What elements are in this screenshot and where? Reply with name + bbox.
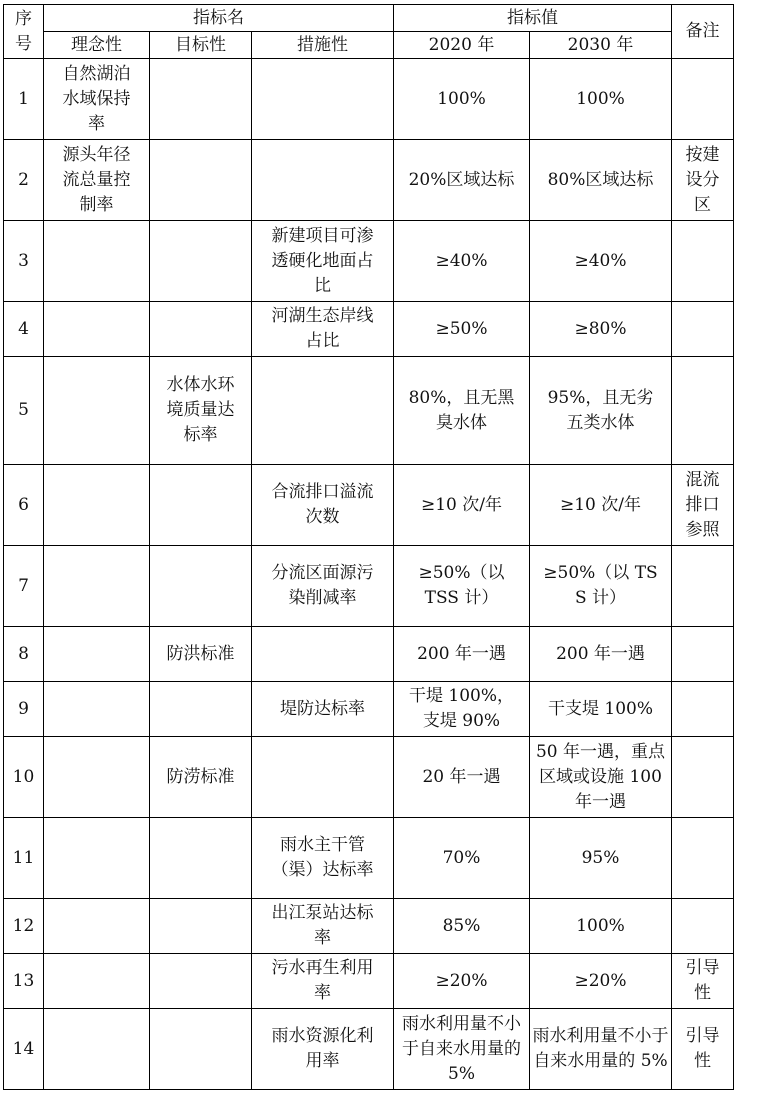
table-row bbox=[4, 59, 734, 140]
header-row-sub bbox=[4, 32, 734, 59]
cell-value-2020: ≥10 次/年 bbox=[394, 465, 530, 546]
cell-seq: 4 bbox=[4, 302, 44, 357]
cell-value-2020: ≥40% bbox=[394, 221, 530, 302]
table-row bbox=[4, 954, 734, 1009]
cell-seq: 11 bbox=[4, 818, 44, 899]
cell-target bbox=[150, 546, 252, 627]
table-row bbox=[4, 818, 734, 899]
cell-target bbox=[150, 140, 252, 221]
cell-target bbox=[150, 465, 252, 546]
cell-note: 按建设分区 bbox=[672, 140, 734, 221]
cell-value-2030: 干支堤 100% bbox=[530, 682, 672, 737]
cell-target bbox=[150, 682, 252, 737]
cell-concept: 源头年径流总量控制率 bbox=[44, 140, 150, 221]
cell-value-2030: ≥50%（以 TSS 计） bbox=[530, 546, 672, 627]
header-seq: 序号 bbox=[4, 5, 44, 59]
cell-seq: 14 bbox=[4, 1009, 44, 1090]
cell-value-2020: 20 年一遇 bbox=[394, 737, 530, 818]
cell-note bbox=[672, 302, 734, 357]
cell-note bbox=[672, 899, 734, 954]
cell-note bbox=[672, 221, 734, 302]
cell-measure: 合流排口溢流次数 bbox=[252, 465, 394, 546]
table-row bbox=[4, 357, 734, 465]
cell-concept bbox=[44, 954, 150, 1009]
header-year-2020: 2020 年 bbox=[394, 32, 530, 59]
cell-value-2020: ≥50%（以 TSS 计） bbox=[394, 546, 530, 627]
cell-value-2020: 85% bbox=[394, 899, 530, 954]
cell-note bbox=[672, 737, 734, 818]
cell-value-2020: 干堤 100%，支堤 90% bbox=[394, 682, 530, 737]
cell-value-2020: ≥20% bbox=[394, 954, 530, 1009]
cell-value-2030: ≥20% bbox=[530, 954, 672, 1009]
header-concept: 理念性 bbox=[44, 32, 150, 59]
header-indicator-value: 指标值 bbox=[394, 5, 672, 32]
cell-measure bbox=[252, 357, 394, 465]
cell-value-2030: 100% bbox=[530, 899, 672, 954]
table-row bbox=[4, 546, 734, 627]
cell-note bbox=[672, 59, 734, 140]
cell-measure: 雨水资源化利用率 bbox=[252, 1009, 394, 1090]
cell-value-2030: 200 年一遇 bbox=[530, 627, 672, 682]
cell-target: 防涝标准 bbox=[150, 737, 252, 818]
cell-seq: 10 bbox=[4, 737, 44, 818]
cell-value-2030: 95%，且无劣五类水体 bbox=[530, 357, 672, 465]
cell-seq: 6 bbox=[4, 465, 44, 546]
table-row bbox=[4, 302, 734, 357]
cell-measure bbox=[252, 59, 394, 140]
cell-concept bbox=[44, 1009, 150, 1090]
table-row bbox=[4, 221, 734, 302]
cell-concept bbox=[44, 627, 150, 682]
cell-measure: 堤防达标率 bbox=[252, 682, 394, 737]
cell-seq: 5 bbox=[4, 357, 44, 465]
cell-seq: 12 bbox=[4, 899, 44, 954]
table-row bbox=[4, 737, 734, 818]
cell-concept bbox=[44, 737, 150, 818]
cell-note bbox=[672, 627, 734, 682]
cell-note bbox=[672, 818, 734, 899]
cell-value-2020: 70% bbox=[394, 818, 530, 899]
cell-concept bbox=[44, 546, 150, 627]
cell-target: 防洪标准 bbox=[150, 627, 252, 682]
cell-value-2020: 80%，且无黑臭水体 bbox=[394, 357, 530, 465]
cell-note bbox=[672, 682, 734, 737]
indicator-table bbox=[3, 4, 734, 1090]
cell-note bbox=[672, 357, 734, 465]
cell-value-2020: ≥50% bbox=[394, 302, 530, 357]
cell-measure: 新建项目可渗透硬化地面占比 bbox=[252, 221, 394, 302]
cell-target bbox=[150, 899, 252, 954]
cell-concept bbox=[44, 302, 150, 357]
cell-measure bbox=[252, 737, 394, 818]
cell-concept bbox=[44, 899, 150, 954]
cell-measure bbox=[252, 627, 394, 682]
cell-seq: 3 bbox=[4, 221, 44, 302]
cell-concept bbox=[44, 357, 150, 465]
cell-measure: 出江泵站达标率 bbox=[252, 899, 394, 954]
cell-target bbox=[150, 1009, 252, 1090]
table-row bbox=[4, 1009, 734, 1090]
cell-value-2030: 100% bbox=[530, 59, 672, 140]
cell-measure: 河湖生态岸线占比 bbox=[252, 302, 394, 357]
cell-concept: 自然湖泊水域保持率 bbox=[44, 59, 150, 140]
cell-value-2030: ≥40% bbox=[530, 221, 672, 302]
cell-measure: 雨水主干管（渠）达标率 bbox=[252, 818, 394, 899]
cell-value-2020: 100% bbox=[394, 59, 530, 140]
cell-target bbox=[150, 818, 252, 899]
table-row bbox=[4, 682, 734, 737]
header-year-2030: 2030 年 bbox=[530, 32, 672, 59]
cell-seq: 2 bbox=[4, 140, 44, 221]
table-row bbox=[4, 899, 734, 954]
cell-target bbox=[150, 221, 252, 302]
cell-seq: 1 bbox=[4, 59, 44, 140]
header-row-top bbox=[4, 5, 734, 32]
cell-target bbox=[150, 59, 252, 140]
table-row bbox=[4, 140, 734, 221]
cell-target bbox=[150, 302, 252, 357]
cell-measure bbox=[252, 140, 394, 221]
cell-measure: 分流区面源污染削减率 bbox=[252, 546, 394, 627]
cell-note: 引导性 bbox=[672, 1009, 734, 1090]
cell-concept bbox=[44, 682, 150, 737]
cell-value-2020: 20%区域达标 bbox=[394, 140, 530, 221]
cell-target bbox=[150, 954, 252, 1009]
cell-concept bbox=[44, 221, 150, 302]
cell-note: 引导性 bbox=[672, 954, 734, 1009]
cell-value-2030: ≥10 次/年 bbox=[530, 465, 672, 546]
cell-seq: 7 bbox=[4, 546, 44, 627]
cell-note bbox=[672, 546, 734, 627]
cell-value-2020: 雨水利用量不小于自来水用量的 5% bbox=[394, 1009, 530, 1090]
cell-value-2030: 50 年一遇，重点区域或设施 100 年一遇 bbox=[530, 737, 672, 818]
table-row bbox=[4, 465, 734, 546]
cell-value-2030: 80%区域达标 bbox=[530, 140, 672, 221]
cell-value-2020: 200 年一遇 bbox=[394, 627, 530, 682]
cell-value-2030: 95% bbox=[530, 818, 672, 899]
header-indicator-name: 指标名 bbox=[44, 5, 394, 32]
cell-seq: 13 bbox=[4, 954, 44, 1009]
cell-concept bbox=[44, 465, 150, 546]
header-remarks: 备注 bbox=[672, 5, 734, 59]
table-row bbox=[4, 627, 734, 682]
header-measure: 措施性 bbox=[252, 32, 394, 59]
header-target: 目标性 bbox=[150, 32, 252, 59]
cell-value-2030: ≥80% bbox=[530, 302, 672, 357]
cell-value-2030: 雨水利用量不小于自来水用量的 5% bbox=[530, 1009, 672, 1090]
cell-seq: 9 bbox=[4, 682, 44, 737]
cell-measure: 污水再生利用率 bbox=[252, 954, 394, 1009]
cell-concept bbox=[44, 818, 150, 899]
cell-note: 混流排口参照 bbox=[672, 465, 734, 546]
cell-target: 水体水环境质量达标率 bbox=[150, 357, 252, 465]
cell-seq: 8 bbox=[4, 627, 44, 682]
